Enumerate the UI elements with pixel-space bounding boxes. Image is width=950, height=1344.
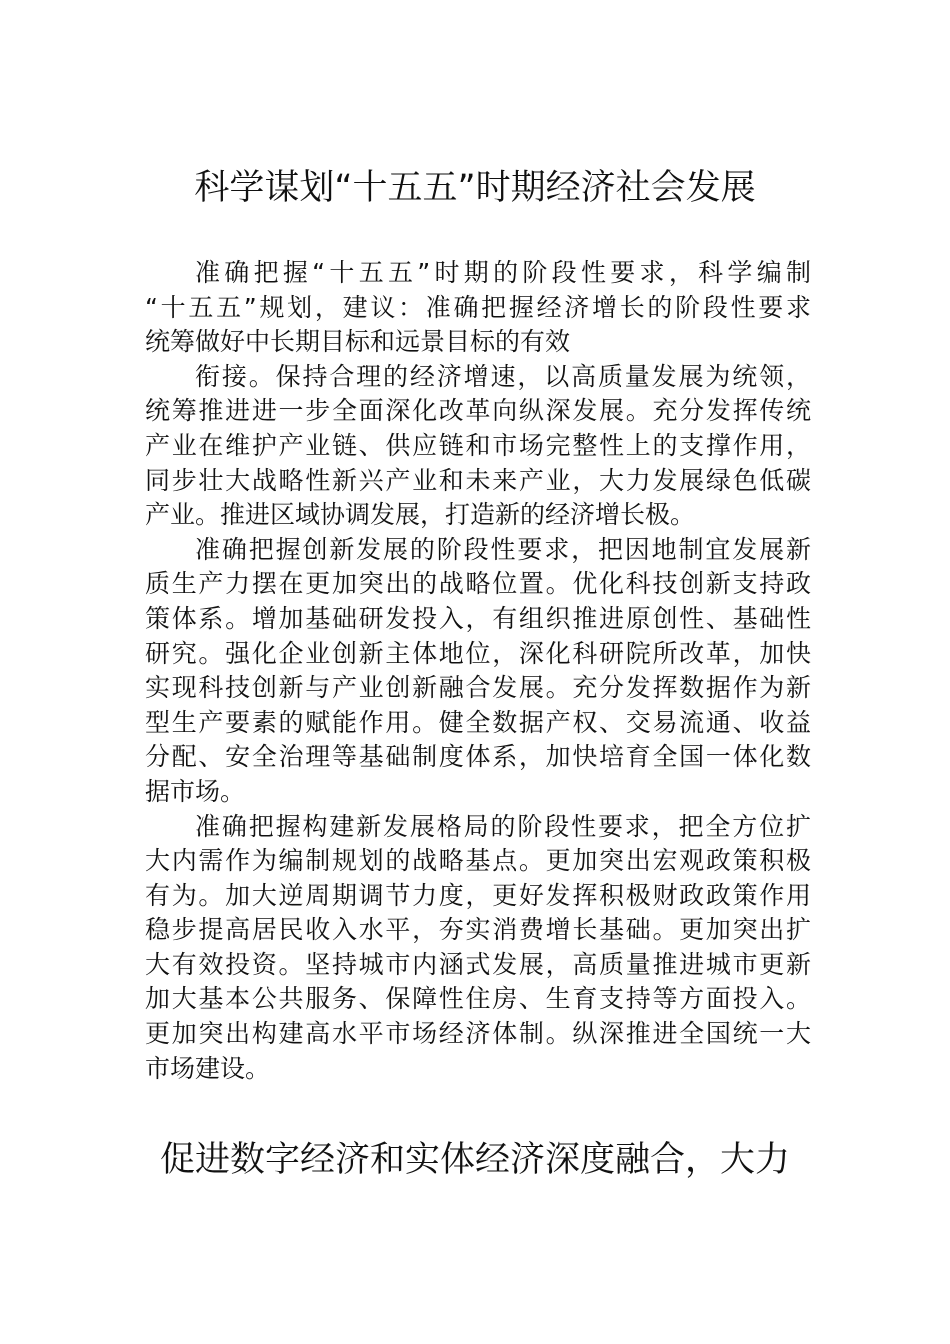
paragraph-line: 大内需作为编制规划的战略基点。更加突出宏观政策积极: [145, 846, 811, 876]
paragraph-3: [145, 533, 811, 810]
paragraph-line: 准确把握构建新发展格局的阶段性要求，把全方位扩: [195, 811, 811, 841]
paragraph-line: 策体系。增加基础研发投入，有组织推进原创性、基础性: [145, 603, 811, 633]
next-section-heading: 促进数字经济和实体经济深度融合，大力: [159, 1140, 790, 1180]
paragraph-line: 有为。加大逆周期调节力度，更好发挥积极财政政策作用: [145, 880, 811, 910]
paragraph-line: 型生产要素的赋能作用。健全数据产权、交易流通、收益: [145, 707, 811, 737]
document-body: [145, 256, 811, 1086]
paragraph-line: 市场建设。: [145, 1053, 271, 1083]
paragraph-line: 产业在维护产业链、供应链和市场完整性上的支撑作用，: [145, 430, 811, 460]
paragraph-line: 稳步提高居民收入水平，夯实消费增长基础。更加突出扩: [145, 915, 811, 945]
paragraph-line: 大有效投资。坚持城市内涵式发展，高质量推进城市更新: [145, 949, 811, 979]
paragraph-line: 同步壮大战略性新兴产业和未来产业，大力发展绿色低碳: [145, 465, 811, 495]
paragraph-line: 准确把握创新发展的阶段性要求，把因地制宜发展新: [195, 534, 811, 564]
paragraph-line: 更加突出构建高水平市场经济体制。纵深推进全国统一大: [145, 1019, 811, 1049]
paragraph-line: 研究。强化企业创新主体地位，深化科研院所改革，加快: [145, 638, 811, 668]
paragraph-line: 衔接。保持合理的经济增速，以高质量发展为统领，: [195, 361, 811, 391]
paragraph-line: 分配、安全治理等基础制度体系，加快培育全国一体化数: [145, 742, 811, 772]
paragraph-line: 实现科技创新与产业创新融合发展。充分发挥数据作为新: [145, 673, 811, 703]
paragraph-2: [145, 360, 811, 533]
paragraph-line: 准确把握“十五五”时期的阶段性要求，科学编制: [195, 258, 811, 287]
paragraph-line: 加大基本公共服务、保障性住房、生育支持等方面投入。: [145, 984, 811, 1014]
paragraph-line: 质生产力摆在更加突出的战略位置。优化科技创新支持政: [145, 569, 811, 599]
document-title: 科学谋划“十五五”时期经济社会发展: [194, 168, 756, 208]
paragraph-line: 统筹做好中长期目标和远景目标的有效: [145, 327, 571, 357]
paragraph-line: 据市场。: [145, 776, 246, 806]
paragraph-line: 统筹推进进一步全面深化改革向纵深发展。充分发挥传统: [145, 396, 811, 426]
paragraph-1: [145, 256, 811, 360]
paragraph-4: [145, 810, 811, 1087]
paragraph-line: “十五五”规划，建议：准确把握经济增长的阶段性要求: [145, 292, 811, 322]
paragraph-line: 产业。推进区域协调发展，打造新的经济增长极。: [145, 500, 696, 530]
